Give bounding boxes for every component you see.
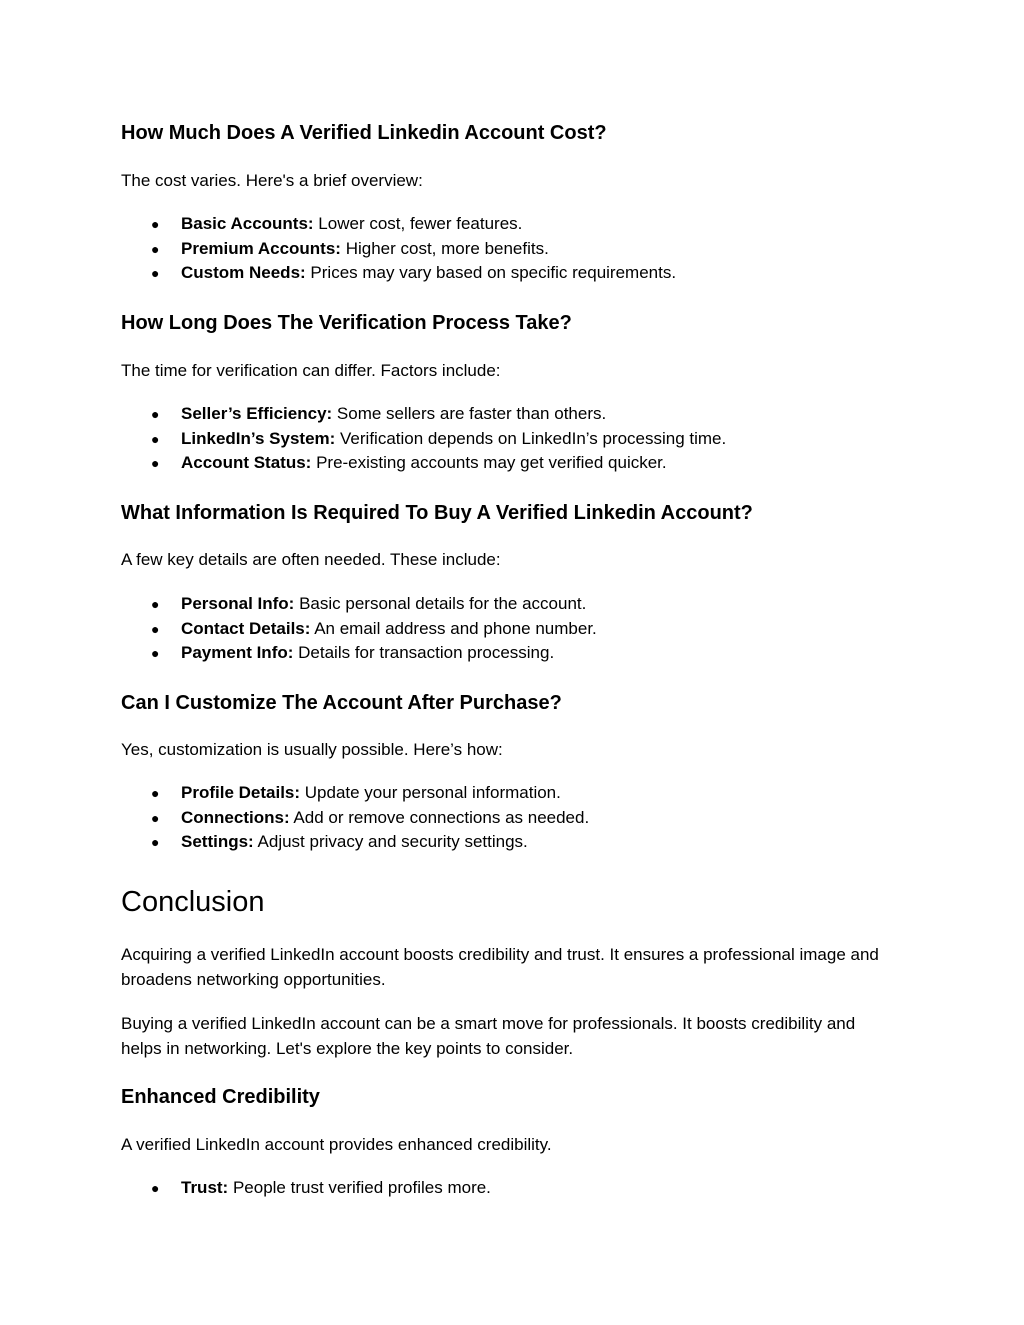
section-intro-customize: Yes, customization is usually possible. Here’s how: [121, 740, 503, 759]
bullet-list-enhanced-credibility [121, 1176, 491, 1201]
bullet-icon: ● [151, 216, 160, 232]
conclusion-heading: Conclusion [121, 886, 265, 918]
section-intro-cost: The cost varies. Here's a brief overview: [121, 171, 423, 190]
section-heading-cost: How Much Does A Verified Linkedin Account Cost? [121, 122, 607, 144]
bullet-icon: ● [151, 785, 160, 801]
list-item: ● Profile Details: Update your personal information. [121, 781, 589, 806]
conclusion-paragraph: Acquiring a verified LinkedIn account boosts credibility and trust. It ensures a professional image and broadens networking opportunities. [121, 945, 879, 989]
bullet-icon: ● [151, 406, 160, 422]
section-heading-information: What Information Is Required To Buy A Verified Linkedin Account? [121, 502, 753, 524]
list-item: ● Premium Accounts: Higher cost, more benefits. [121, 237, 676, 262]
list-item: ● LinkedIn’s System: Verification depends on LinkedIn’s processing time. [121, 427, 726, 452]
list-item: ● Payment Info: Details for transaction processing. [121, 641, 597, 666]
section-heading-duration: How Long Does The Verification Process Take? [121, 312, 572, 334]
list-item: ● Basic Accounts: Lower cost, fewer features. [121, 212, 676, 237]
conclusion-paragraph: Buying a verified LinkedIn account can be a smart move for professionals. It boosts credibility and helps in networking. Let's explore the key points to consider. [121, 1014, 856, 1058]
list-item: ● Seller’s Efficiency: Some sellers are faster than others. [121, 402, 726, 427]
section-intro-duration: The time for verification can differ. Factors include: [121, 361, 501, 380]
list-item: ● Settings: Adjust privacy and security settings. [121, 830, 589, 855]
list-item: ● Connections: Add or remove connections as needed. [121, 806, 589, 831]
list-item: ● Trust: People trust verified profiles more. [121, 1176, 491, 1201]
bullet-icon: ● [151, 645, 160, 661]
section-heading-customize: Can I Customize The Account After Purchase? [121, 692, 562, 714]
bullet-icon: ● [151, 620, 160, 637]
bullet-icon: ● [151, 596, 160, 612]
bullet-icon: ● [151, 265, 160, 281]
list-item: ● Personal Info: Basic personal details for the account. [121, 592, 597, 617]
section-heading-enhanced-credibility: Enhanced Credibility [121, 1086, 320, 1108]
list-item: ● Custom Needs: Prices may vary based on specific requirements. [121, 261, 676, 286]
bullet-icon: ● [151, 240, 160, 257]
bullet-list-customize [121, 781, 589, 855]
list-item: ● Account Status: Pre-existing accounts may get verified quicker. [121, 451, 726, 476]
bullet-icon: ● [151, 1180, 160, 1196]
list-item: ● Contact Details: An email address and phone number. [121, 617, 597, 642]
bullet-icon: ● [151, 834, 160, 850]
bullet-list-cost [121, 212, 676, 286]
bullet-icon: ● [151, 430, 160, 447]
bullet-icon: ● [151, 809, 160, 826]
bullet-list-duration [121, 402, 726, 476]
section-intro-information: A few key details are often needed. These include: [121, 550, 501, 569]
bullet-list-information [121, 592, 597, 666]
bullet-icon: ● [151, 455, 160, 471]
section-intro-enhanced-credibility: A verified LinkedIn account provides enhanced credibility. [121, 1135, 552, 1154]
